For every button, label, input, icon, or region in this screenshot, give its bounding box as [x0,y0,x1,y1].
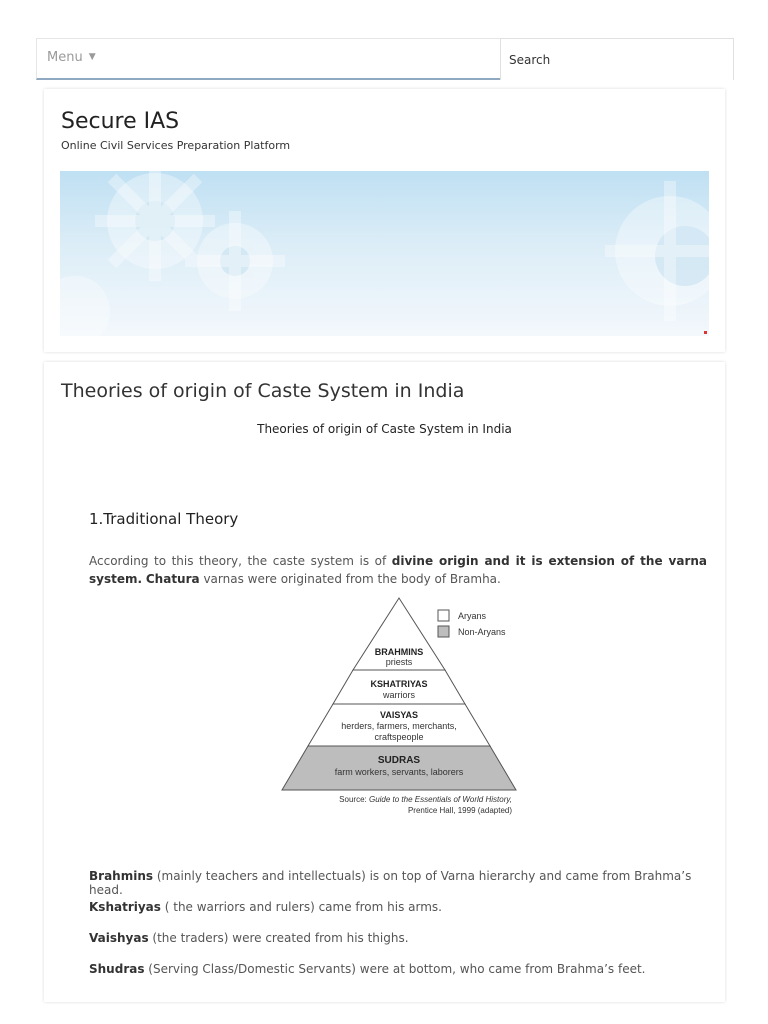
text-shudras: (Serving Class/Domestic Servants) were at bottom, who came from Brahma’s feet. [144,962,646,976]
menu-button[interactable] [47,50,96,65]
top-navigation [36,38,733,80]
legend-non-aryans: Non-Aryans [458,627,506,637]
menu-label: Menu [47,50,83,65]
post-title[interactable]: Theories of origin of Caste System in India [61,380,465,402]
term-vaishyas: Vaishyas [89,931,149,945]
sudras-label: SUDRAS [377,755,421,766]
source-label: Source: [339,795,369,804]
section-heading: 1.Traditional Theory [89,510,239,528]
term-shudras: Shudras [89,962,145,976]
paragraph-brahmins [89,869,725,897]
diagram-source [339,795,512,804]
pyramid-svg [280,596,520,821]
caret-down-icon: ▼ [88,52,96,62]
header-banner-image [60,171,709,336]
vaisyas-desc-1: herders, farmers, merchants, [341,721,457,731]
article-card [44,362,725,1002]
text-brahmins: (mainly teachers and intellectuals) is on top of Varna hierarchy and came from Brahma’s head. [89,869,692,897]
vaisyas-desc-2: craftspeople [374,732,424,742]
paragraph-kshatriyas [89,900,442,914]
legend-aryans: Aryans [458,611,487,621]
site-header [44,89,725,352]
term-kshatriyas: Kshatriyas [89,900,161,914]
brahmins-desc: priests [385,657,413,667]
post-subtitle: Theories of origin of Caste System in India [257,422,512,436]
paragraph-shudras [89,962,645,976]
vaisyas-label: VAISYAS [379,710,419,720]
intro-paragraph [89,552,707,588]
search-input[interactable] [500,38,734,80]
brahmins-label: BRAHMINS [374,647,424,657]
intro-bold-1: divine origin and it is extension of the varna system. [89,554,708,586]
varna-pyramid-diagram [280,596,520,825]
aryans-legend-swatch [438,610,449,621]
kshatriyas-label: KSHATRIYAS [370,679,428,689]
intro-text-2: varnas were originated from the body of Bramha. [199,572,501,586]
intro-bold-2: Chatura [145,572,200,586]
sudras-desc: farm workers, servants, laborers [334,767,464,777]
text-vaishyas: (the traders) were created from his thighs. [148,931,409,945]
text-kshatriyas: ( the warriors and rulers) came from his arms. [160,900,442,914]
kshatriyas-desc: warriors [382,690,416,700]
site-title[interactable]: Secure IAS [61,109,180,134]
paragraph-vaishyas [89,931,409,945]
gear-pattern [60,171,709,336]
non-aryans-legend-swatch [438,626,449,637]
term-brahmins: Brahmins [89,869,154,883]
site-tagline: Online Civil Services Preparation Platform [61,139,291,152]
intro-text-1: According to this theory, the caste system is of [89,554,392,568]
source-publisher: Prentice Hall, 1999 (adapted) [407,806,512,815]
source-title: Guide to the Essentials of World History, [368,795,512,804]
